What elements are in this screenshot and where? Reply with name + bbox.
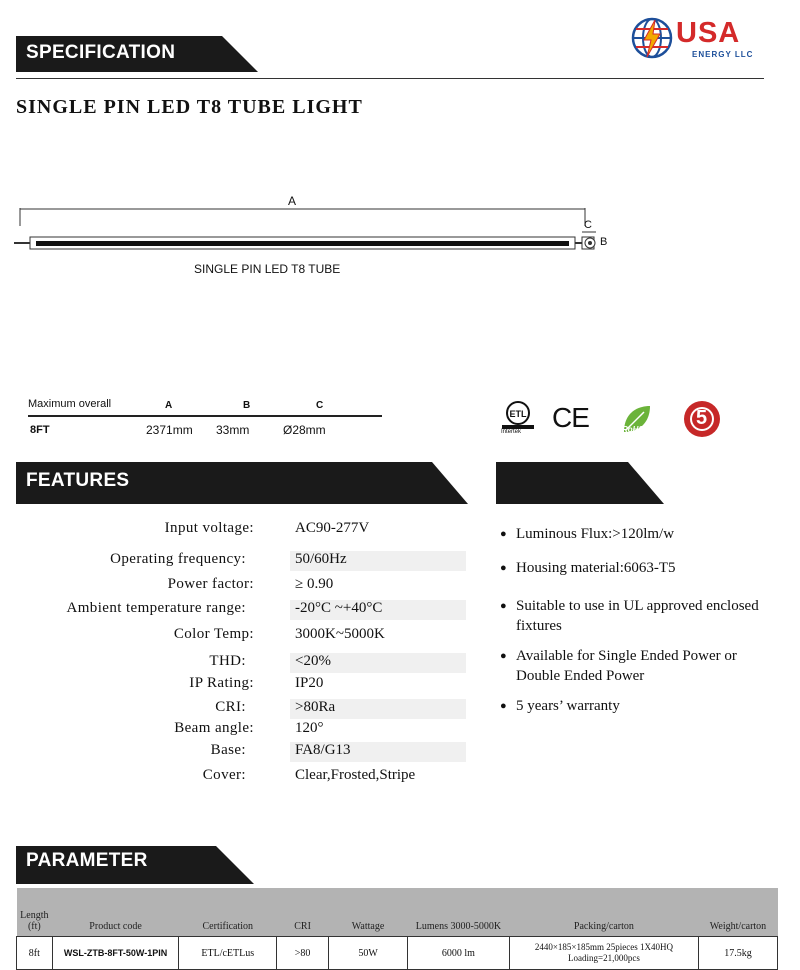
col-lumens: Lumens 3000-5000K — [408, 888, 510, 937]
feature-row-cri: CRI: >80Ra — [22, 699, 466, 719]
parameter-header-row — [17, 888, 778, 937]
feature-row-color-temp: Color Temp: 3000K~5000K — [173, 626, 385, 642]
parameter-table — [16, 888, 778, 970]
cell-product-code: WSL-ZTB-8FT-50W-1PIN — [52, 937, 179, 970]
features-title: FEATURES — [26, 470, 130, 491]
table-row — [17, 937, 778, 970]
feature-row-power-factor: Power factor: ≥ 0.90 — [167, 576, 334, 592]
feature-row-cover: Cover: Clear,Frosted,Stripe — [202, 767, 416, 783]
cell-lumens: 6000 lm — [408, 937, 510, 970]
col-wattage: Wattage — [329, 888, 408, 937]
company-logo — [630, 16, 765, 64]
logo-text: USA — [676, 17, 741, 49]
feature-bullet-ul-approved: ● Suitable to use in UL approved enclosed fixtures — [500, 596, 770, 636]
rohs-icon-text: RoHS — [622, 425, 644, 434]
feature-bullet-warranty: ● 5 years’ warranty — [500, 696, 770, 716]
etl-mark-shape — [500, 400, 536, 430]
feature-row-base: Base: FA8/G13 — [22, 742, 466, 762]
globe-bolt-icon — [630, 16, 674, 60]
feature-row-beam-angle: Beam angle: 120° — [174, 720, 324, 736]
feature-row-frequency: Operating frequency: 50/60Hz — [22, 551, 466, 571]
col-cri: CRI — [277, 888, 329, 937]
feature-bullet-housing: ● Housing material:6063-T5 — [500, 558, 770, 578]
feature-bullet-luminous-flux: ● Luminous Flux:>120lm/w — [500, 524, 770, 544]
features-tab — [16, 462, 468, 498]
feature-bullet-power-mode: ● Available for Single Ended Power or Double Ended Power — [500, 646, 770, 686]
dim-cell-a: 2371mm — [146, 423, 193, 437]
dimension-label-a: A — [288, 194, 297, 208]
header-rule — [16, 78, 764, 79]
cell-cri: >80 — [277, 937, 329, 970]
dim-cell-b: 33mm — [216, 423, 250, 437]
cell-length: 8ft — [17, 937, 53, 970]
etl-icon — [500, 400, 536, 440]
cell-weight: 17.5kg — [698, 937, 777, 970]
warranty-icon-text: 5 — [696, 407, 708, 429]
specification-title: SPECIFICATION — [26, 42, 176, 63]
col-length: Length (ft) — [17, 888, 53, 937]
feature-row-input-voltage: Input voltage: AC90-277V — [164, 520, 370, 536]
parameter-tab — [16, 846, 254, 882]
col-product-code: Product code — [52, 888, 179, 937]
logo-subtext: ENERGY LLC — [692, 50, 754, 59]
tube-drawing — [14, 194, 634, 264]
cell-packing: 2440×185×185mm 25pieces 1X40HQ Loading=21,000pcs — [509, 937, 698, 970]
dim-cell-length: 8FT — [30, 424, 50, 436]
five-year-warranty-icon — [683, 400, 721, 438]
col-weight: Weight/carton — [698, 888, 777, 937]
product-title: SINGLE PIN LED T8 TUBE LIGHT — [16, 96, 363, 118]
feature-row-ambient-temp: Ambient temperature range: -20°C ~+40°C — [22, 600, 466, 620]
dim-header-a: A — [165, 400, 173, 411]
dimension-label-c: C — [584, 219, 592, 231]
col-certification: Certification — [179, 888, 277, 937]
dim-header-c: C — [316, 400, 324, 411]
svg-text:ETL: ETL — [509, 409, 527, 419]
dim-rule — [28, 415, 382, 417]
dim-header-b: B — [243, 400, 251, 411]
feature-row-thd: THD: <20% — [22, 653, 466, 673]
dim-cell-c: Ø28mm — [283, 423, 326, 437]
dimensions-table — [28, 398, 388, 440]
dim-header-max: Maximum overall — [28, 398, 112, 410]
cell-wattage: 50W — [329, 937, 408, 970]
specification-tab — [16, 36, 258, 72]
col-packing: Packing/carton — [509, 888, 698, 937]
feature-row-ip-rating: IP Rating: IP20 — [189, 675, 324, 691]
dimension-label-b: B — [600, 236, 608, 248]
features-right-tab — [496, 462, 664, 504]
cell-certification: ETL/cETLus — [179, 937, 277, 970]
parameter-title: PARAMETER — [26, 850, 148, 871]
etl-icon-text: Intertek — [501, 429, 522, 435]
drawing-caption: SINGLE PIN LED T8 TUBE — [194, 262, 341, 276]
rohs-icon — [618, 402, 654, 438]
ce-icon: CE — [552, 402, 589, 433]
